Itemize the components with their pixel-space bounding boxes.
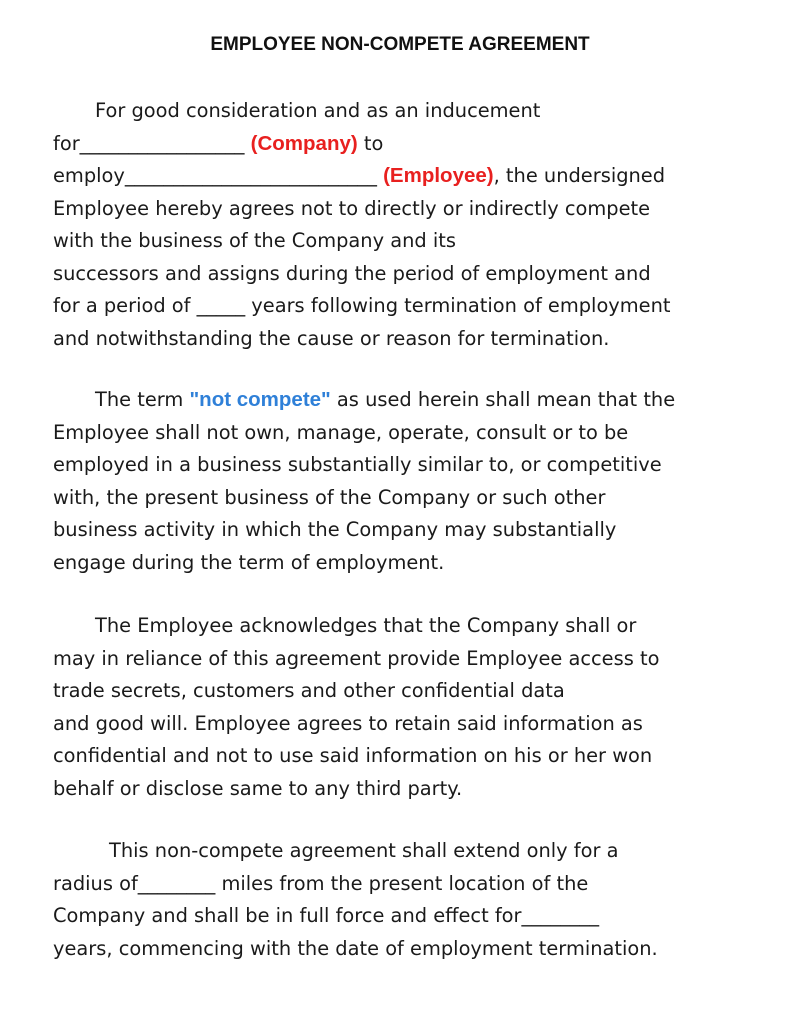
- paragraph-line: for a period of _____ years following termination of employment: [53, 294, 671, 317]
- paragraph-line: trade secrets, customers and other confidential data: [53, 679, 565, 702]
- paragraph-line: employed in a business substantially similar to, or competitive: [53, 453, 662, 476]
- paragraph-consideration: [53, 95, 793, 355]
- text-fragment: , the undersigned: [493, 164, 666, 187]
- paragraph-line: The Employee acknowledges that the Company shall or: [95, 614, 637, 637]
- paragraph-line: [53, 128, 793, 161]
- paragraph-radius-duration: [53, 835, 793, 965]
- paragraph-not-compete-definition: [53, 384, 793, 579]
- company-placeholder-label: (Company): [250, 131, 358, 155]
- text-fragment: as used herein shall mean that the: [330, 388, 676, 411]
- paragraph-line: behalf or disclose same to any third party.: [53, 776, 463, 800]
- paragraph-confidentiality: [53, 610, 793, 805]
- not-compete-term: "not compete": [189, 388, 331, 411]
- paragraph-line: with the business of the Company and its: [53, 229, 456, 252]
- paragraph-line: and notwithstanding the cause or reason for termination.: [53, 326, 610, 350]
- paragraph-line: For good consideration and as an inducement: [95, 99, 541, 122]
- paragraph-line: [53, 384, 793, 417]
- paragraph-line: years, commencing with the date of employment termination.: [53, 936, 658, 960]
- paragraph-line: may in reliance of this agreement provide Employee access to: [53, 646, 660, 670]
- paragraph-line: with, the present business of the Company or such other: [53, 485, 606, 509]
- paragraph-line: [53, 160, 793, 193]
- paragraph-line: engage during the term of employment.: [53, 550, 445, 574]
- company-blank: for_________________: [53, 131, 251, 155]
- paragraph-line: Employee shall not own, manage, operate, consult or to be: [53, 420, 629, 444]
- document-title: EMPLOYEE NON-COMPETE AGREEMENT: [210, 34, 590, 55]
- paragraph-line: successors and assigns during the period of employment and: [53, 261, 651, 285]
- paragraph-line: This non-compete agreement shall extend only for a: [109, 839, 619, 862]
- employee-placeholder-label: (Employee): [383, 164, 494, 187]
- paragraph-line: confidential and not to use said information on his or her won: [53, 744, 653, 767]
- paragraph-line: Employee hereby agrees not to directly or indirectly compete: [53, 196, 651, 220]
- paragraph-line: and good will. Employee agrees to retain said information as: [53, 711, 643, 735]
- employee-blank: employ__________________________: [53, 164, 384, 187]
- paragraph-line: business activity in which the Company may substantially: [53, 518, 617, 541]
- paragraph-line: Company and shall be in full force and effect for________: [53, 904, 600, 927]
- paragraph-line: radius of________ miles from the present location of the: [53, 871, 589, 895]
- text-fragment: The term: [95, 388, 190, 411]
- text-fragment: to: [357, 131, 384, 155]
